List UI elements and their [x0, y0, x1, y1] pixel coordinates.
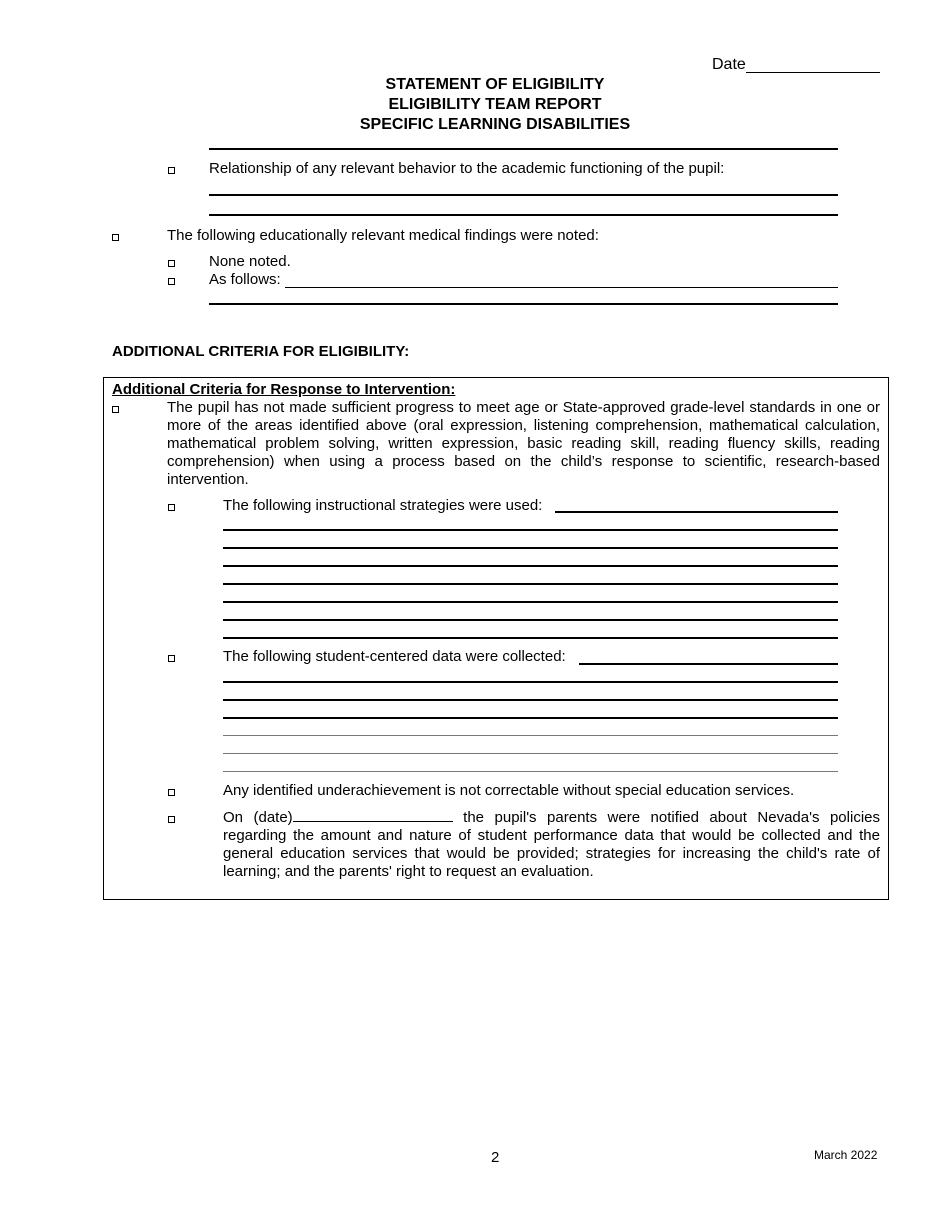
on-date-rest: the pupil's parents were notified about Nevada's policies regarding the amount and nature of student performance data that would be collected and the general education services that would be provided; strategies for increasing the child's rate of learning; and the parents' right to request an evaluation.	[223, 809, 880, 880]
insufficient-progress-text: The pupil has not made sufficient progress to meet age or State-approved grade-level standards in one or more of the areas identified above (oral expression, listening comprehension, mathematical calculation, mathematical problem solving, written expression, basic reading skill, reading fluency skills, reading comprehension) when using a process based on the child’s response to scientific, research-based intervention.	[167, 399, 880, 488]
on-date-prefix: On (date)	[223, 809, 293, 826]
page-title-line-2: ELIGIBILITY TEAM REPORT	[388, 96, 602, 113]
parents-notified-checkbox[interactable]	[168, 816, 175, 823]
field-line[interactable]	[209, 148, 838, 150]
student-data-answer-line[interactable]	[223, 735, 838, 736]
student-data-answer-line[interactable]	[223, 699, 838, 701]
revision-date: March 2022	[814, 1148, 878, 1162]
additional-criteria-heading: ADDITIONAL CRITERIA FOR ELIGIBILITY:	[112, 343, 410, 360]
strategies-answer-line[interactable]	[223, 583, 838, 585]
page-title-line-3: SPECIFIC LEARNING DISABILITIES	[359, 116, 631, 133]
student-data-answer-line[interactable]	[223, 771, 838, 772]
behavior-label: Relationship of any relevant behavior to the academic functioning of the pupil:	[209, 160, 725, 177]
parents-notified-text	[223, 809, 880, 881]
student-data-answer-line[interactable]	[223, 681, 838, 683]
strategies-answer-line[interactable]	[223, 565, 838, 567]
as-follows-answer-line[interactable]	[209, 303, 838, 305]
on-date-field[interactable]	[293, 809, 453, 822]
medical-findings-label: The following educationally relevant medical findings were noted:	[167, 227, 599, 244]
instructional-strategies-label: The following instructional strategies were used:	[223, 497, 543, 514]
strategies-answer-line[interactable]	[223, 601, 838, 603]
instructional-strategies-checkbox[interactable]	[168, 504, 175, 511]
underachievement-checkbox[interactable]	[168, 789, 175, 796]
as-follows-label: As follows:	[209, 271, 281, 288]
strategies-field-line[interactable]	[555, 511, 838, 513]
none-noted-label: None noted.	[209, 253, 291, 270]
page-number: 2	[491, 1149, 500, 1166]
rti-box-heading: Additional Criteria for Response to Intervention:	[112, 381, 456, 398]
page-title-line-1: STATEMENT OF ELIGIBILITY	[385, 76, 605, 93]
none-noted-checkbox[interactable]	[168, 260, 175, 267]
as-follows-checkbox[interactable]	[168, 278, 175, 285]
behavior-answer-line-1[interactable]	[209, 194, 838, 196]
medical-findings-checkbox[interactable]	[112, 234, 119, 241]
student-data-field-line[interactable]	[579, 663, 838, 665]
strategies-answer-line[interactable]	[223, 637, 838, 639]
insufficient-progress-checkbox[interactable]	[112, 406, 119, 413]
date-label: Date	[712, 56, 746, 73]
underachievement-label: Any identified underachievement is not correctable without special education services.	[223, 782, 795, 799]
student-data-label: The following student-centered data were collected:	[223, 648, 566, 665]
student-data-checkbox[interactable]	[168, 655, 175, 662]
strategies-answer-line[interactable]	[223, 529, 838, 531]
strategies-answer-line[interactable]	[223, 619, 838, 621]
as-follows-field-line[interactable]	[285, 287, 838, 288]
date-field-line[interactable]	[746, 72, 880, 73]
strategies-answer-line[interactable]	[223, 547, 838, 549]
behavior-answer-line-2[interactable]	[209, 214, 838, 216]
student-data-answer-line[interactable]	[223, 717, 838, 719]
behavior-checkbox[interactable]	[168, 167, 175, 174]
student-data-answer-line[interactable]	[223, 753, 838, 754]
